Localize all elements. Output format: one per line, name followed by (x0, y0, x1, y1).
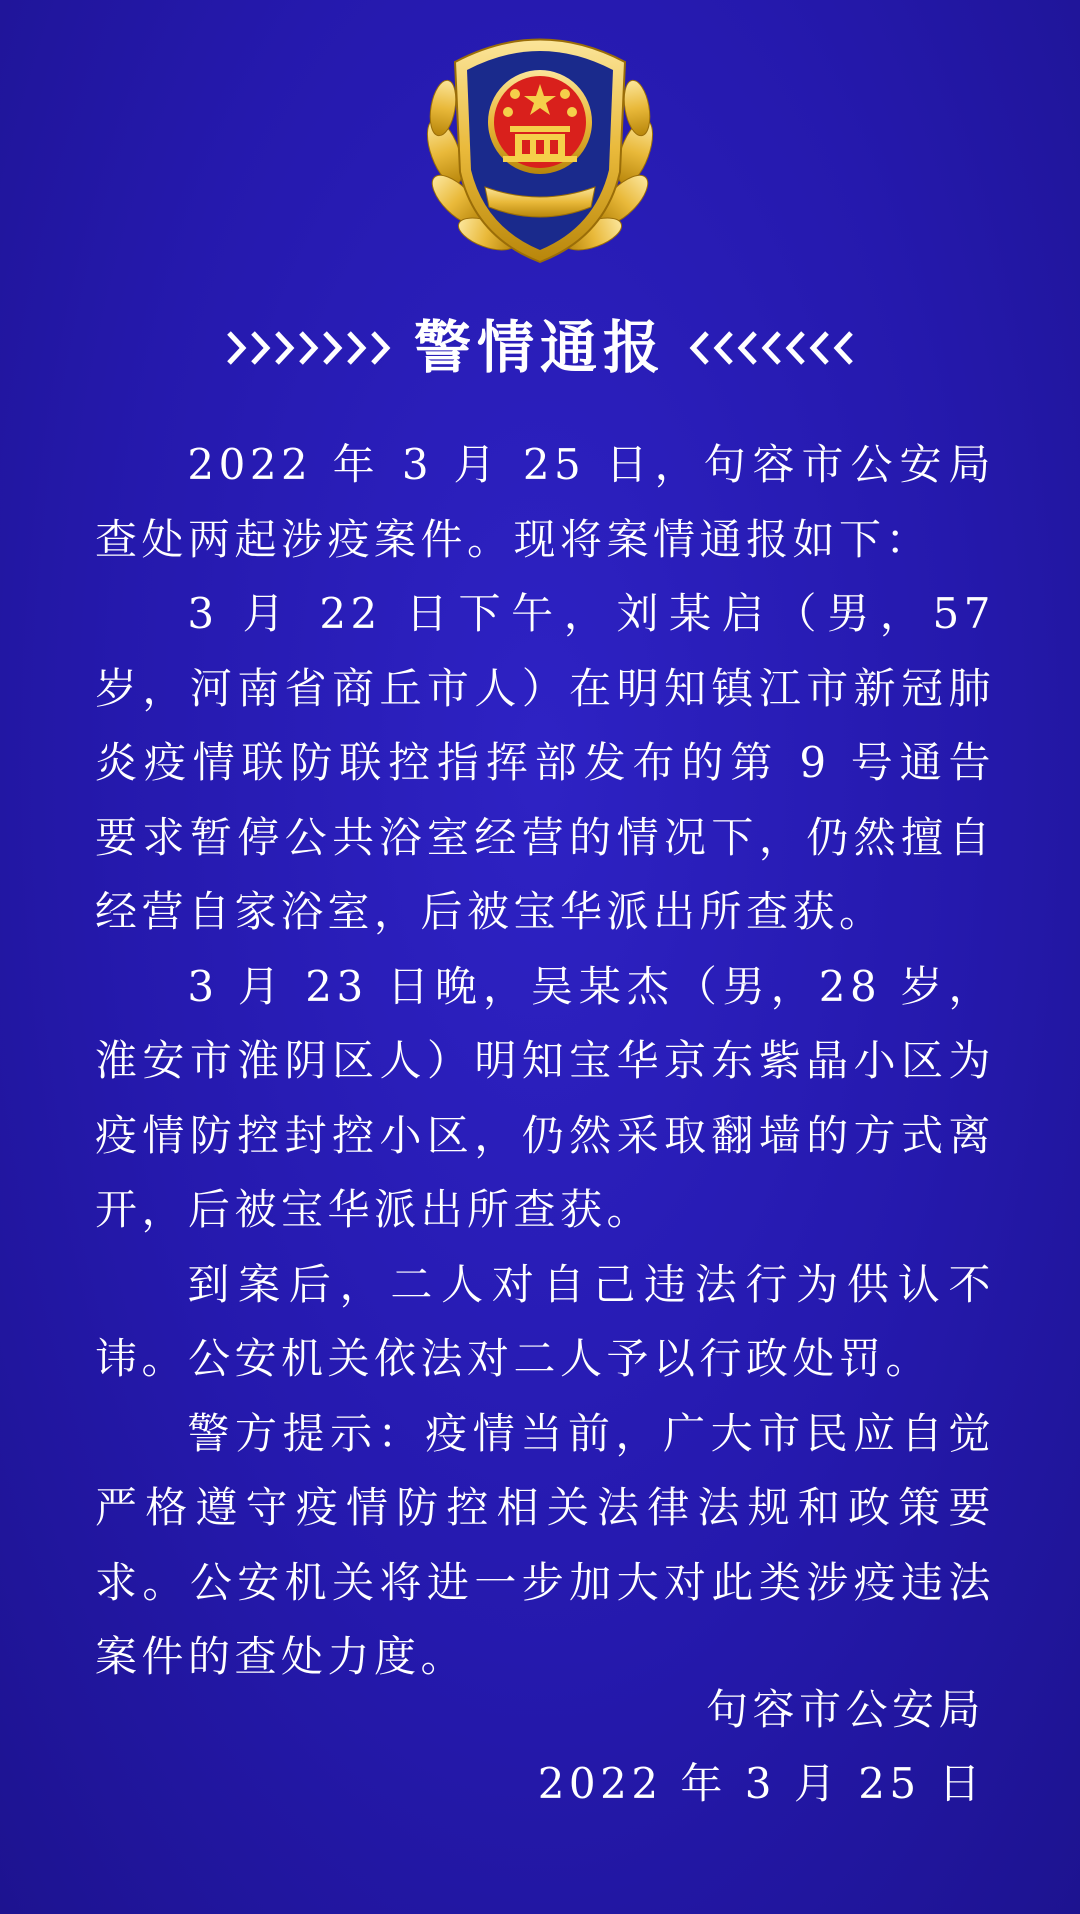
paragraph-police-tip: 警方提示：疫情当前，广大市民应自觉严格遵守疫情防控相关法律法规和政策要求。公安机关将进一步加大对此类涉疫违法案件的查处力度。 (95, 1408, 995, 1681)
page-title: 警情通报 (414, 315, 666, 381)
right-chevrons-icon (688, 330, 854, 366)
left-chevrons-icon (226, 330, 392, 366)
paragraph-case-two: 3 月 23 日晚，吴某杰（男，28 岁，淮安市淮阴区人）明知宝华京东紫晶小区为疫情防控封控小区，仍然采取翻墙的方式离开，后被宝华派出所查获。 (95, 961, 995, 1234)
paragraph-case-one: 3 月 22 日下午，刘某启（男，57 岁，河南省商丘市人）在明知镇江市新冠肺炎疫情联防联控指挥部发布的第 9 号通告要求暂停公共浴室经营的情况下，仍然擅自经营自家浴室，后被宝华派出所查获。 (95, 589, 995, 936)
notice-body (95, 428, 995, 1695)
police-emblem-icon (415, 22, 665, 274)
issuer-name: 句容市公安局 (705, 1685, 985, 1734)
paragraph-intro: 2022 年 3 月 25 日，句容市公安局查处两起涉疫案件。现将案情通报如下： (95, 440, 995, 564)
paragraph-penalty: 到案后，二人对自己违法行为供认不讳。公安机关依法对二人予以行政处罚。 (95, 1259, 995, 1383)
title-bar (0, 315, 1080, 381)
issue-date: 2022 年 3 月 25 日 (537, 1759, 985, 1808)
signature-block (538, 1673, 985, 1821)
